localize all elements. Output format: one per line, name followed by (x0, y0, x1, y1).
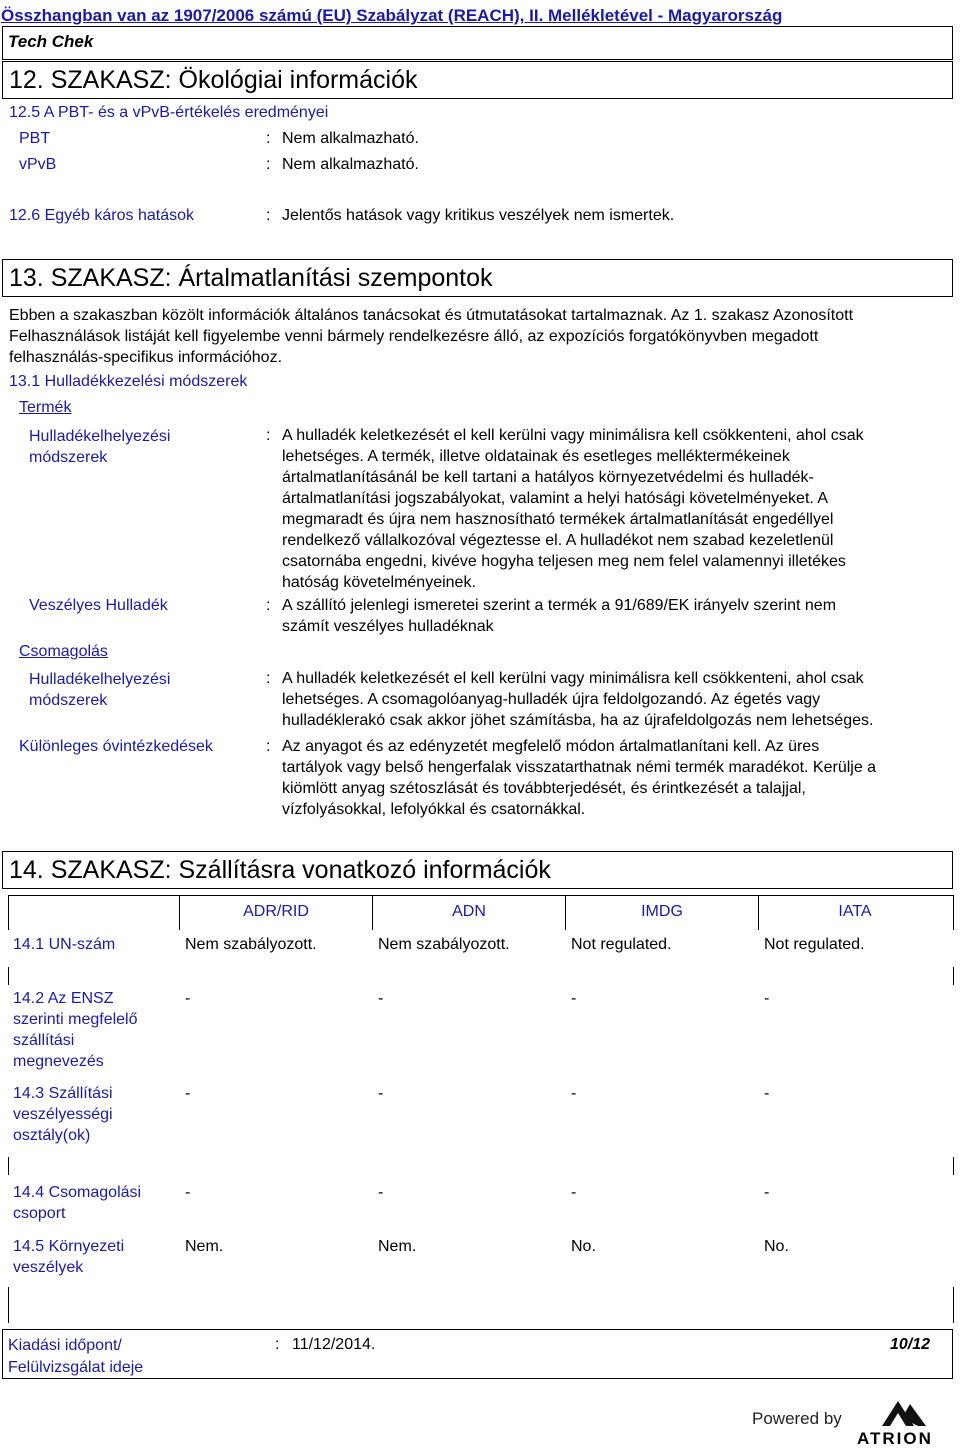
table-cell: - (571, 990, 577, 1007)
product-subheading: Termék (19, 399, 72, 416)
label-line: csoport (13, 1205, 66, 1222)
label-line: Hulladékelhelyezési (29, 671, 171, 688)
text-line: kiömlött anyag szétoszlását és továbbterjedését, és érintkezését a talajjal, (282, 780, 806, 797)
column-header-iata: IATA (838, 903, 872, 920)
vpvb-colon: : (266, 156, 271, 173)
atrion-wordmark: ATRION (857, 1429, 933, 1448)
label-line: módszerek (29, 449, 108, 466)
section-13-title: 13. SZAKASZ: Ártalmatlanítási szempontok (9, 264, 493, 292)
table-cell: No. (571, 1238, 596, 1255)
table-cell: Not regulated. (571, 936, 672, 953)
text-line: megmaradt és újra nem hasznosítható termékek ártalmatlanítását engedéllyel (282, 511, 834, 528)
row-label-packing-group (13, 1182, 141, 1224)
product-name: Tech Chek (8, 32, 94, 51)
text-line: hatóság követelményeinek. (282, 574, 476, 591)
label-line: veszélyek (13, 1259, 84, 1276)
label-line: 14.4 Csomagolási (13, 1184, 142, 1201)
table-cell: Not regulated. (764, 936, 865, 953)
table-cell: - (764, 1085, 770, 1102)
text-line: hulladéklerakó csak akkor jöhet számításba, ha az újrafeldolgozás nem lehetséges. (282, 712, 874, 729)
other-effects-value: Jelentős hatások vagy kritikus veszélyek nem ismertek. (282, 207, 675, 224)
text-line: lehetséges. A csomagolóanyag-hulladék újra feldolgozandó. Az égetés vagy (282, 691, 821, 708)
table-cell: - (378, 990, 384, 1007)
column-header-adn: ADN (452, 903, 486, 920)
table-border-right (953, 967, 954, 985)
table-cell: Nem. (185, 1238, 224, 1255)
text-line: A hulladék keletkezését el kell kerülni vagy minimálisra kell csökkenteni, ahol csak (282, 670, 864, 687)
column-header-imdg: IMDG (641, 903, 683, 920)
text-line: A szállító jelenlegi ismeretei szerint a termék a 91/689/EK irányelv szerint nem (282, 597, 837, 614)
pbt-colon: : (266, 130, 271, 147)
label-line: szerinti megfelelő (13, 1011, 138, 1028)
special-colon: : (266, 738, 271, 755)
intro-line: Felhasználások listáját kell figyelembe venni bármely rendelkezésre álló, az expozíciós forgatókönyvben megadott (9, 328, 819, 345)
text-line: ártalmatlanításánál be kell tartani a hatályos környezetvédelmi és hulladék- (282, 469, 814, 486)
issue-date-value: 11/12/2014. (292, 1336, 376, 1353)
section-12-5-heading: 12.5 A PBT- és a vPvB-értékelés eredményei (9, 104, 329, 121)
text-line: csatornába engedni, kivéve hogyha teljesen meg nem felel valamennyi illetékes (282, 553, 846, 570)
row-label-shipping-name (13, 988, 138, 1072)
issue-date-colon: : (275, 1336, 280, 1353)
footer-box (2, 1329, 953, 1379)
text-line: rendelkező vállalkozóval végeztesse el. A hulladékot nem szabad kezeletlenül (282, 532, 834, 549)
table-cell: - (185, 990, 191, 1007)
table-cell: - (764, 990, 770, 1007)
pbt-value: Nem alkalmazható. (282, 130, 419, 147)
text-line: vízfolyásokkal, lefolyókkal és csatornákkal. (282, 801, 586, 818)
label-line: osztály(ok) (13, 1127, 91, 1144)
table-cell: - (378, 1085, 384, 1102)
section-12-title: 12. SZAKASZ: Ökológiai információk (9, 66, 418, 94)
label-line: 14.5 Környezeti (13, 1238, 125, 1255)
pbt-label: PBT (19, 130, 51, 147)
label-line: Kiadási időpont/ (8, 1337, 122, 1354)
vpvb-value: Nem alkalmazható. (282, 156, 419, 173)
text-line: ártalmatlanítási jogszabályokat, valamint a helyi hatósági követelményeket. A (282, 490, 829, 507)
vpvb-label: vPvB (19, 156, 57, 173)
table-cell: - (571, 1184, 577, 1201)
table-cell: - (378, 1184, 384, 1201)
label-line: Felülvizsgálat ideje (8, 1359, 144, 1376)
table-border-right (953, 1157, 954, 1175)
other-effects-label: 12.6 Egyéb káros hatások (9, 207, 195, 224)
packaging-subheading: Csomagolás (19, 643, 108, 660)
powered-by-text: Powered by (752, 1409, 842, 1428)
table-cell: - (185, 1184, 191, 1201)
label-line: 14.3 Szállítási (13, 1085, 113, 1102)
page-number: 10/12 (890, 1336, 931, 1353)
row-label-un-number: 14.1 UN-szám (13, 936, 116, 953)
row-label-environmental-hazards (13, 1236, 124, 1278)
text-line: lehetséges. A termék, illetve oldatainak és esetleges melléktermékeinek (282, 448, 790, 465)
text-line: Az anyagot és az edényzetét megfelelő módon ártalmatlanítani kell. Az üres (282, 738, 820, 755)
label-line: veszélyességi (13, 1106, 113, 1123)
document-regulation-title: Összhangban van az 1907/2006 számú (EU) Szabályzat (REACH), II. Mellékletével - Magyarország (1, 6, 783, 25)
disposal-colon: : (266, 427, 271, 444)
intro-line: Ebben a szakaszban közölt információk általános tanácsokat és útmutatásokat tartalmaznak. Az 1. szakasz Azonosított (9, 307, 854, 324)
table-border-left (8, 895, 9, 930)
label-line: Hulladékelhelyezési (29, 428, 171, 445)
table-border-right (953, 1287, 954, 1323)
table-border-left (8, 967, 9, 985)
table-cell: Nem szabályozott. (185, 936, 317, 953)
text-line: számít veszélyes hulladéknak (282, 618, 494, 635)
packaging-colon: : (266, 670, 271, 687)
label-line: 14.2 Az ENSZ (13, 990, 114, 1007)
table-border-right (953, 895, 954, 930)
text-line: tartályok vagy belső hengerfalak visszatarthatnak némi termék maradékot. Kerülje a (282, 759, 877, 776)
hazardous-colon: : (266, 597, 271, 614)
row-label-hazard-class (13, 1083, 113, 1146)
column-header-adr-rid: ADR/RID (243, 903, 309, 920)
issue-date-label (8, 1335, 143, 1379)
table-cell: - (185, 1085, 191, 1102)
table-cell: Nem. (378, 1238, 417, 1255)
table-border-left (8, 1287, 9, 1323)
label-line: megnevezés (13, 1053, 104, 1070)
other-effects-colon: : (266, 207, 271, 224)
text-line: A hulladék keletkezését el kell kerülni vagy minimálisra kell csökkenteni, ahol csak (282, 427, 864, 444)
label-line: szállítási (13, 1032, 75, 1049)
table-cell: No. (764, 1238, 789, 1255)
table-cell: Nem szabályozott. (378, 936, 510, 953)
label-line: módszerek (29, 692, 108, 709)
table-border-top (8, 895, 954, 896)
section-13-1-heading: 13.1 Hulladékkezelési módszerek (9, 373, 248, 390)
special-precautions-label: Különleges óvintézkedések (19, 738, 213, 755)
table-cell: - (571, 1085, 577, 1102)
intro-line: felhasználás-specifikus információhoz. (9, 349, 283, 366)
hazardous-waste-label: Veszélyes Hulladék (29, 597, 168, 614)
section-14-title: 14. SZAKASZ: Szállításra vonatkozó információk (9, 856, 551, 884)
table-cell: - (764, 1184, 770, 1201)
table-border-left (8, 1157, 9, 1175)
